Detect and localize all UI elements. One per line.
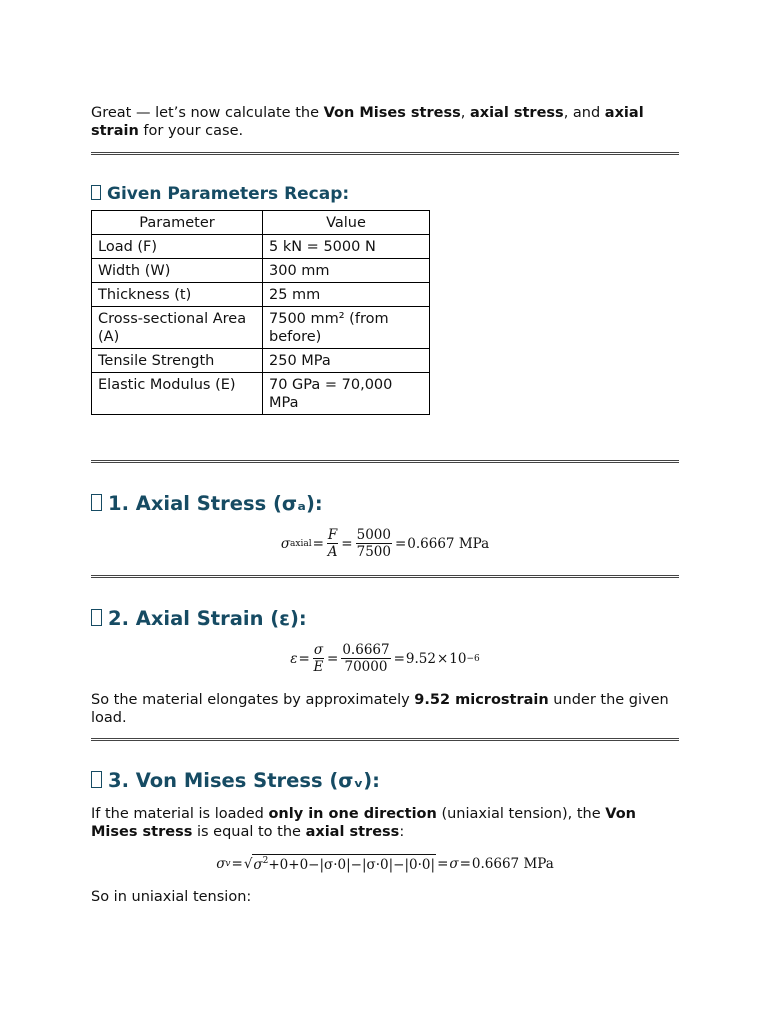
math-operator: = <box>341 535 353 552</box>
math-fraction: $\frac{F}{A}$ <box>327 527 338 560</box>
math-result: 9.52 <box>405 650 436 667</box>
table-header-parameter: Parameter <box>92 211 263 235</box>
table-cell: Load (F) <box>92 235 263 259</box>
table-row <box>92 259 430 283</box>
math-symbol: σ <box>280 535 291 552</box>
table-cell: Elastic Modulus (E) <box>92 373 263 415</box>
math-subscript: axial <box>290 538 312 549</box>
math-operator: = <box>298 650 310 667</box>
math-operator: = <box>394 535 407 552</box>
divider <box>91 738 679 741</box>
math-symbol: σ <box>216 855 226 872</box>
table-cell: 7500 mm² (from before) <box>263 307 430 349</box>
axial-stress-heading: 1. Axial Stress (σₐ): <box>91 492 323 515</box>
table-row <box>92 373 430 415</box>
closing-text: So in uniaxial tension: <box>91 889 252 905</box>
table-cell: Width (W) <box>92 259 263 283</box>
table-cell: 70 GPa = 70,000 MPa <box>263 373 430 415</box>
axial-strain-heading: 2. Axial Strain (ε): <box>91 607 307 630</box>
emoji-placeholder-icon <box>91 771 102 788</box>
intro-text: for your case. <box>138 123 244 139</box>
intro-bold-von-mises: Von Mises stress <box>323 105 461 121</box>
math-operator: = <box>437 855 449 872</box>
emoji-placeholder-icon <box>91 609 102 626</box>
intro-bold-axial-strain: axial strain <box>91 105 644 139</box>
table-cell: Thickness (t) <box>92 283 263 307</box>
math-subscript: v <box>225 858 231 869</box>
table-row <box>92 307 430 349</box>
microstrain-bold: 9.52 microstrain <box>414 692 549 708</box>
von-mises-heading: 3. Von Mises Stress (σᵥ): <box>91 769 380 792</box>
emoji-placeholder-icon <box>91 185 101 200</box>
math-operator: = <box>231 855 243 872</box>
recap-heading: Given Parameters Recap: <box>91 184 349 204</box>
table-row <box>92 349 430 373</box>
math-result: 0.6667 <box>471 855 520 872</box>
intro-text: , <box>460 105 470 121</box>
table-cell: 25 mm <box>263 283 430 307</box>
table-row <box>92 235 430 259</box>
parameters-table <box>91 210 430 415</box>
divider <box>91 575 679 578</box>
table-header-value: Value <box>263 211 430 235</box>
table-cell: Tensile Strength <box>92 349 263 373</box>
intro-text: Great — let’s now calculate the <box>91 105 324 121</box>
axial-strain-equation <box>91 642 679 675</box>
intro-text: , and <box>563 105 605 121</box>
divider <box>91 460 679 463</box>
math-unit: MPa <box>458 535 490 552</box>
intro-paragraph <box>91 104 679 140</box>
math-fraction: $\frac{0.6667}{70000}$ <box>342 642 390 675</box>
sqrt-icon: √ <box>243 855 253 872</box>
math-fraction: $\frac{\sigma}{E}$ <box>313 642 324 675</box>
von-mises-explanation: If the material is loaded only in one direction (uniaxial tension), the Von Mises stress is equal to the axial stress: <box>91 806 636 840</box>
intro-bold-axial-stress: axial stress <box>469 105 564 121</box>
math-operator: = <box>312 535 324 552</box>
math-operator: = <box>393 650 405 667</box>
math-symbol: ε <box>290 650 298 667</box>
strain-explanation: So the material elongates by approximately 9.52 microstrain under the given load. <box>91 692 669 726</box>
table-row <box>92 283 430 307</box>
math-operator: × <box>436 650 449 667</box>
math-base: 10 <box>449 650 467 667</box>
math-unit: MPa <box>523 855 554 872</box>
table-cell: 5 kN = 5000 N <box>263 235 430 259</box>
math-symbol: σ <box>449 855 459 872</box>
math-fraction: $\frac{5000}{7500}$ <box>356 527 391 560</box>
math-radicand: $\sigma^2+0+0-|\sigma\cdot 0|-|\sigma\cdot 0|-|0\cdot 0|$ <box>253 856 436 873</box>
table-header-row <box>92 211 430 235</box>
math-result: 0.6667 <box>407 535 455 552</box>
emoji-placeholder-icon <box>91 494 102 511</box>
divider <box>91 152 679 155</box>
axial-stress-equation <box>91 527 679 560</box>
math-exponent: −6 <box>466 653 480 664</box>
math-operator: = <box>459 855 471 872</box>
table-cell: 300 mm <box>263 259 430 283</box>
table-cell: Cross-sectional Area (A) <box>92 307 263 349</box>
von-mises-equation <box>91 854 679 873</box>
table-cell: 250 MPa <box>263 349 430 373</box>
math-operator: = <box>327 650 339 667</box>
